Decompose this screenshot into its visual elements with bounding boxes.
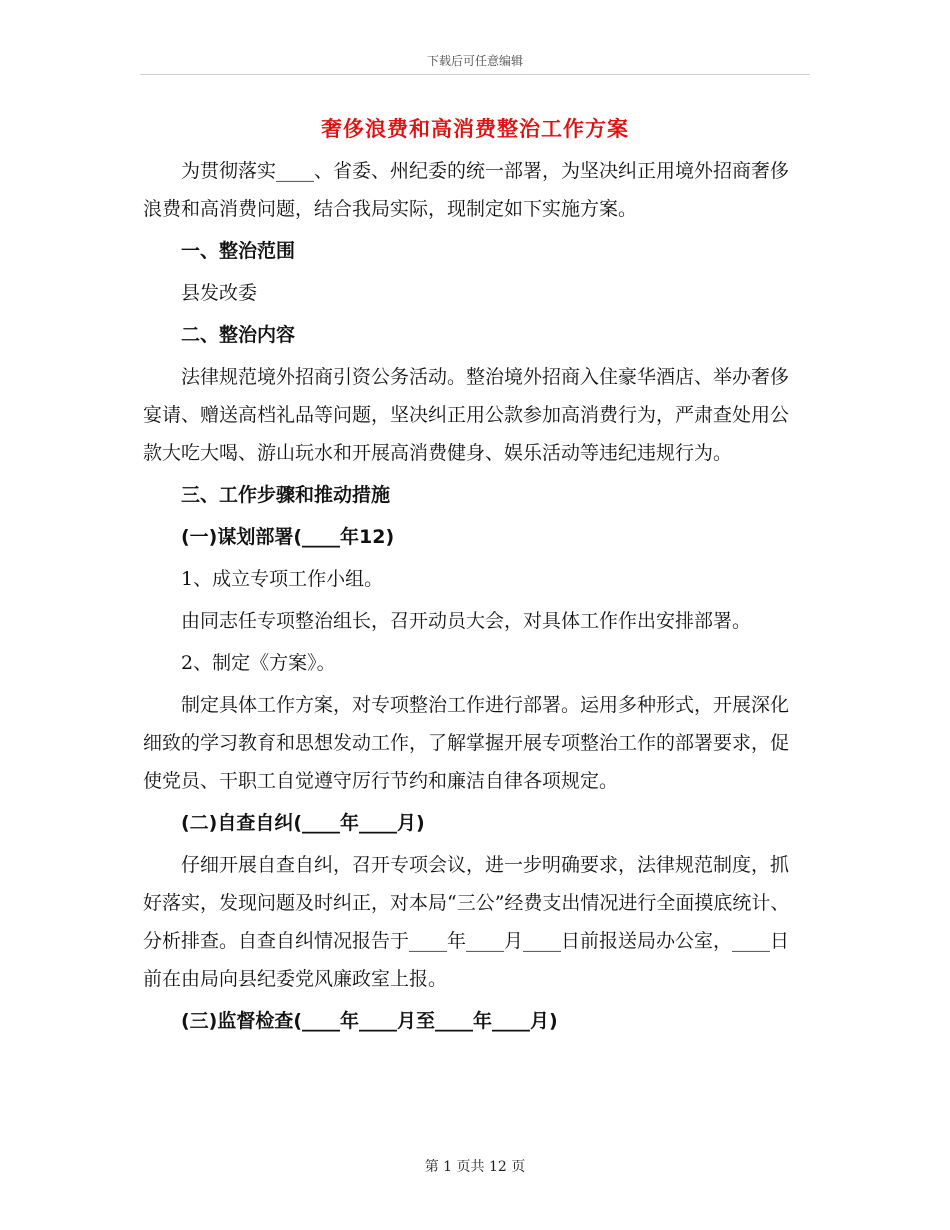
- subsection-heading-planning: (一)谋划部署(____年12): [181, 526, 395, 548]
- content-paragraph: 法律规范境外招商引资公务活动。整治境外招商入住豪华酒店、举办奢侈宴请、赠送高档礼品等问题，坚决纠正用公款参加高消费行为，严肃查处用公款大吃大喝、游山玩水和开展高消费健身、娱乐活动等违纪违规行为。: [143, 366, 790, 464]
- section-heading-steps: 三、工作步骤和推动措施: [181, 484, 391, 506]
- section-heading-scope: 一、整治范围: [181, 240, 296, 262]
- list-item-2-text: 制定具体工作方案，对专项整治工作进行部署。运用多种形式，开展深化细致的学习教育和思想发动工作，了解掌握开展专项整治工作的部署要求，促使党员、干职工自觉遵守厉行节约和廉洁自律各项规定。: [143, 694, 790, 792]
- list-item-1-text: 由同志任专项整治组长，召开动员大会，对具体工作作出安排部署。: [181, 610, 752, 632]
- section-heading-content: 二、整治内容: [181, 324, 296, 346]
- page-header: 下载后可任意编辑: [426, 54, 523, 68]
- document-title: 奢侈浪费和高消费整治工作方案: [321, 117, 629, 141]
- page-footer: 第 1 页共 12 页: [424, 1159, 526, 1175]
- scope-paragraph: 县发改委: [181, 282, 258, 304]
- list-item-2: 2、制定《方案》。: [181, 652, 336, 674]
- subsection-heading-self-check: (二)自查自纠(____年____月): [181, 812, 425, 834]
- document-body: [143, 152, 807, 1040]
- header-divider: [140, 74, 810, 75]
- subsection-heading-supervision: (三)监督检查(____年____月至____年____月): [181, 1010, 558, 1032]
- intro-paragraph: 为贯彻落实____、省委、州纪委的统一部署，为坚决纠正用境外招商奢侈浪费和高消费问题，结合我局实际，现制定如下实施方案。: [143, 160, 790, 220]
- list-item-1: 1、成立专项工作小组。: [181, 568, 384, 590]
- self-check-paragraph: 仔细开展自查自纠，召开专项会议，进一步明确要求，法律规范制度，抓好落实，发现问题及时纠正，对本局“三公”经费支出情况进行全面摸底统计、分析排查。自查自纠情况报告于____年____月____日前报送局办公室，____日前在由局向县纪委党风廉政室上报。: [143, 854, 790, 990]
